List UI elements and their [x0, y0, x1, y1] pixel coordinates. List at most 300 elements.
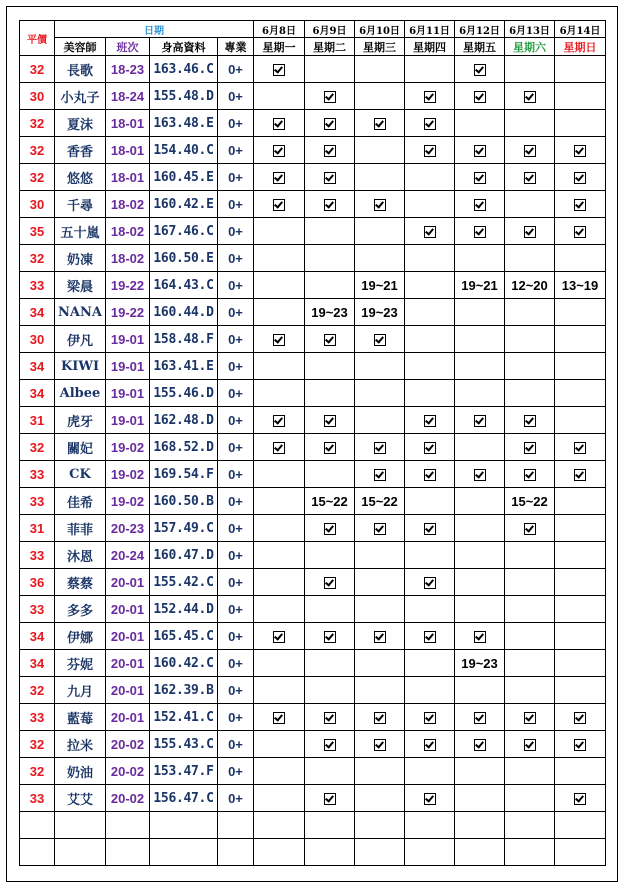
day-cell: [405, 515, 455, 542]
checkbox-checked-icon: [424, 415, 436, 427]
day-cell: [455, 542, 505, 569]
day-cell: [505, 164, 555, 191]
day-cell: [505, 650, 555, 677]
day-cell: [555, 137, 606, 164]
day-cell: [254, 272, 305, 299]
day-cell: [555, 326, 606, 353]
day-cell: [355, 137, 405, 164]
day-cell: [555, 731, 606, 758]
score-cell: 33: [20, 461, 55, 488]
day-cell: [555, 299, 606, 326]
height-data-cell: 169.54.F: [150, 461, 218, 488]
day-cell: [305, 650, 355, 677]
day-cell: [305, 272, 355, 299]
day-cell: [555, 164, 606, 191]
date-header: 6月8日: [254, 21, 305, 38]
pro-cell: 0+: [218, 191, 254, 218]
day-cell: [305, 596, 355, 623]
score-cell: 33: [20, 488, 55, 515]
pro-cell: 0+: [218, 704, 254, 731]
stylist-name-cell: 梁晨: [55, 272, 106, 299]
day-cell: [254, 110, 305, 137]
checkbox-checked-icon: [574, 172, 586, 184]
day-cell: [254, 299, 305, 326]
checkbox-checked-icon: [324, 334, 336, 346]
empty-cell: [305, 839, 355, 866]
day-cell: [405, 542, 455, 569]
empty-cell: [55, 839, 106, 866]
checkbox-checked-icon: [524, 91, 536, 103]
shift-header: 班次: [106, 38, 150, 56]
day-cell: [455, 164, 505, 191]
day-cell: [555, 596, 606, 623]
empty-cell: [555, 812, 606, 839]
day-cell: [405, 272, 455, 299]
day-cell: [455, 488, 505, 515]
checkbox-checked-icon: [374, 334, 386, 346]
checkbox-checked-icon: [574, 442, 586, 454]
stylist-name-cell: 蔡蔡: [55, 569, 106, 596]
day-cell: [455, 56, 505, 83]
shift-cell: 18-23: [106, 56, 150, 83]
day-cell: [254, 245, 305, 272]
checkbox-checked-icon: [524, 415, 536, 427]
day-cell: [555, 650, 606, 677]
day-cell: [505, 677, 555, 704]
pro-cell: 0+: [218, 515, 254, 542]
pro-cell: 0+: [218, 272, 254, 299]
day-cell: [355, 461, 405, 488]
checkbox-checked-icon: [324, 91, 336, 103]
shift-cell: 19-22: [106, 272, 150, 299]
day-cell: [254, 56, 305, 83]
checkbox-checked-icon: [374, 523, 386, 535]
pro-cell: 0+: [218, 542, 254, 569]
empty-cell: [455, 839, 505, 866]
day-cell: [254, 650, 305, 677]
day-cell: [355, 569, 405, 596]
day-cell: [455, 785, 505, 812]
checkbox-checked-icon: [324, 577, 336, 589]
day-cell: 19~21: [355, 272, 405, 299]
day-cell: [355, 191, 405, 218]
day-cell: [455, 434, 505, 461]
stylist-name-cell: 夏沫: [55, 110, 106, 137]
checkbox-checked-icon: [424, 631, 436, 643]
checkbox-checked-icon: [474, 739, 486, 751]
day-cell: [555, 110, 606, 137]
empty-cell: [405, 839, 455, 866]
shift-cell: 19-01: [106, 326, 150, 353]
day-cell: [254, 515, 305, 542]
pro-cell: 0+: [218, 569, 254, 596]
day-cell: [254, 137, 305, 164]
day-cell: [505, 56, 555, 83]
day-cell: [355, 758, 405, 785]
height-data-cell: 160.44.D: [150, 299, 218, 326]
score-cell: 32: [20, 758, 55, 785]
date-header: 6月14日: [555, 21, 606, 38]
shift-cell: 20-01: [106, 623, 150, 650]
score-cell: 34: [20, 299, 55, 326]
height-data-cell: 163.46.C: [150, 56, 218, 83]
day-cell: [254, 326, 305, 353]
day-cell: [505, 380, 555, 407]
height-data-cell: 156.47.C: [150, 785, 218, 812]
day-cell: [405, 353, 455, 380]
day-cell: [505, 596, 555, 623]
day-cell: [455, 380, 505, 407]
score-cell: 34: [20, 623, 55, 650]
day-cell: [254, 569, 305, 596]
checkbox-checked-icon: [524, 172, 536, 184]
day-cell: [254, 83, 305, 110]
checkbox-checked-icon: [424, 469, 436, 481]
stylist-name-cell: 艾艾: [55, 785, 106, 812]
day-cell: [455, 623, 505, 650]
checkbox-checked-icon: [574, 739, 586, 751]
height-data-cell: 160.45.E: [150, 164, 218, 191]
day-cell: [305, 407, 355, 434]
day-cell: [455, 299, 505, 326]
score-cell: 32: [20, 245, 55, 272]
checkbox-checked-icon: [273, 631, 285, 643]
day-cell: [555, 704, 606, 731]
shift-cell: 18-02: [106, 245, 150, 272]
day-cell: [305, 353, 355, 380]
pro-cell: 0+: [218, 299, 254, 326]
shift-cell: 20-01: [106, 569, 150, 596]
checkbox-checked-icon: [424, 145, 436, 157]
empty-cell: [55, 812, 106, 839]
checkbox-checked-icon: [524, 523, 536, 535]
day-cell: [455, 191, 505, 218]
shift-cell: 20-01: [106, 650, 150, 677]
height-data-cell: 163.41.E: [150, 353, 218, 380]
day-cell: [355, 731, 405, 758]
day-cell: [254, 677, 305, 704]
day-cell: [405, 137, 455, 164]
day-cell: [405, 83, 455, 110]
weekday-header: 星期五: [455, 38, 505, 56]
day-cell: [505, 704, 555, 731]
checkbox-checked-icon: [273, 118, 285, 130]
table-row: [20, 758, 606, 785]
day-cell: [455, 83, 505, 110]
pro-cell: 0+: [218, 326, 254, 353]
score-cell: 32: [20, 677, 55, 704]
day-cell: [305, 83, 355, 110]
weekday-header: 星期二: [305, 38, 355, 56]
day-cell: [405, 407, 455, 434]
checkbox-checked-icon: [424, 91, 436, 103]
day-cell: [305, 515, 355, 542]
pro-cell: 0+: [218, 218, 254, 245]
checkbox-checked-icon: [324, 739, 336, 751]
stylist-name-cell: 小丸子: [55, 83, 106, 110]
score-cell: 32: [20, 731, 55, 758]
day-cell: [254, 461, 305, 488]
shift-cell: 19-02: [106, 488, 150, 515]
pro-cell: 0+: [218, 83, 254, 110]
empty-cell: [505, 812, 555, 839]
day-cell: [405, 56, 455, 83]
score-cell: 34: [20, 650, 55, 677]
stylist-name-cell: 虎牙: [55, 407, 106, 434]
score-cell: 35: [20, 218, 55, 245]
day-cell: [505, 515, 555, 542]
checkbox-checked-icon: [374, 739, 386, 751]
day-cell: [455, 245, 505, 272]
weekday-header: 星期三: [355, 38, 405, 56]
shift-cell: 19-01: [106, 407, 150, 434]
day-cell: [555, 515, 606, 542]
table-row: [20, 380, 606, 407]
score-cell: 33: [20, 785, 55, 812]
empty-cell: [355, 812, 405, 839]
score-cell: 32: [20, 164, 55, 191]
day-cell: [305, 191, 355, 218]
weekday-header: 星期四: [405, 38, 455, 56]
checkbox-checked-icon: [374, 442, 386, 454]
table-row: [20, 515, 606, 542]
score-cell: 33: [20, 596, 55, 623]
score-cell: 32: [20, 56, 55, 83]
stylist-name-cell: 伊娜: [55, 623, 106, 650]
checkbox-checked-icon: [524, 712, 536, 724]
day-cell: [305, 704, 355, 731]
checkbox-checked-icon: [574, 793, 586, 805]
day-cell: [305, 569, 355, 596]
checkbox-checked-icon: [524, 226, 536, 238]
shift-cell: 20-24: [106, 542, 150, 569]
day-cell: [355, 650, 405, 677]
day-cell: 15~22: [355, 488, 405, 515]
day-cell: [555, 353, 606, 380]
stylist-name-cell: 多多: [55, 596, 106, 623]
day-cell: [505, 110, 555, 137]
stylist-name-cell: 九月: [55, 677, 106, 704]
checkbox-checked-icon: [273, 199, 285, 211]
checkbox-checked-icon: [424, 712, 436, 724]
score-cell: 36: [20, 569, 55, 596]
date-header: 6月9日: [305, 21, 355, 38]
pro-cell: 0+: [218, 245, 254, 272]
checkbox-checked-icon: [474, 469, 486, 481]
empty-cell: [150, 839, 218, 866]
height-data-cell: 168.52.D: [150, 434, 218, 461]
empty-cell: [555, 839, 606, 866]
score-header: 平價: [20, 21, 55, 56]
empty-cell: [355, 839, 405, 866]
pro-cell: 0+: [218, 731, 254, 758]
day-cell: 19~21: [455, 272, 505, 299]
height-data-cell: 160.47.D: [150, 542, 218, 569]
pro-header: 專業: [218, 38, 254, 56]
score-cell: 33: [20, 272, 55, 299]
shift-cell: 18-02: [106, 218, 150, 245]
day-cell: [455, 461, 505, 488]
checkbox-checked-icon: [474, 64, 486, 76]
checkbox-checked-icon: [324, 415, 336, 427]
height-data-cell: 155.42.C: [150, 569, 218, 596]
day-cell: [405, 704, 455, 731]
empty-cell: [218, 812, 254, 839]
stylist-name-cell: 芬妮: [55, 650, 106, 677]
stylist-name-cell: 香香: [55, 137, 106, 164]
checkbox-checked-icon: [273, 145, 285, 157]
table-row: [20, 272, 606, 299]
day-cell: [555, 191, 606, 218]
checkbox-checked-icon: [273, 415, 285, 427]
day-cell: [355, 110, 405, 137]
day-cell: [254, 380, 305, 407]
day-cell: [505, 299, 555, 326]
table-row: [20, 569, 606, 596]
day-cell: [355, 245, 405, 272]
table-row: [20, 353, 606, 380]
day-cell: [355, 677, 405, 704]
day-cell: [555, 623, 606, 650]
day-cell: [254, 542, 305, 569]
height-data-cell: 160.50.E: [150, 245, 218, 272]
height-data-cell: 157.49.C: [150, 515, 218, 542]
checkbox-checked-icon: [374, 199, 386, 211]
shift-cell: 20-02: [106, 785, 150, 812]
score-cell: 31: [20, 515, 55, 542]
height-data-cell: 167.46.C: [150, 218, 218, 245]
day-cell: [555, 569, 606, 596]
checkbox-checked-icon: [574, 199, 586, 211]
day-cell: [355, 704, 405, 731]
day-cell: [505, 461, 555, 488]
day-cell: [555, 245, 606, 272]
checkbox-checked-icon: [474, 631, 486, 643]
score-cell: 34: [20, 380, 55, 407]
day-cell: [405, 569, 455, 596]
schedule-table: [19, 20, 606, 866]
table-row: [20, 434, 606, 461]
stylist-header: 美容師: [55, 38, 106, 56]
checkbox-checked-icon: [374, 712, 386, 724]
empty-cell: [218, 839, 254, 866]
day-cell: [305, 164, 355, 191]
day-cell: [405, 461, 455, 488]
day-cell: [555, 434, 606, 461]
day-cell: [505, 758, 555, 785]
day-cell: [505, 245, 555, 272]
day-cell: [305, 326, 355, 353]
height-data-cell: 160.50.B: [150, 488, 218, 515]
day-cell: [555, 785, 606, 812]
empty-row: [20, 839, 606, 866]
day-cell: [555, 407, 606, 434]
shift-cell: 18-24: [106, 83, 150, 110]
day-cell: [305, 542, 355, 569]
table-row: [20, 623, 606, 650]
day-cell: [405, 110, 455, 137]
day-cell: [555, 461, 606, 488]
day-cell: [355, 218, 405, 245]
stylist-name-cell: 奶凍: [55, 245, 106, 272]
score-cell: 32: [20, 110, 55, 137]
height-data-cell: 164.43.C: [150, 272, 218, 299]
height-data-cell: 153.47.F: [150, 758, 218, 785]
stylist-name-cell: 拉米: [55, 731, 106, 758]
table-row: [20, 542, 606, 569]
pro-cell: 0+: [218, 623, 254, 650]
checkbox-checked-icon: [474, 226, 486, 238]
day-cell: [355, 164, 405, 191]
pro-cell: 0+: [218, 353, 254, 380]
height-data-cell: 162.48.D: [150, 407, 218, 434]
score-cell: 30: [20, 83, 55, 110]
stylist-name-cell: 佳希: [55, 488, 106, 515]
day-cell: [254, 704, 305, 731]
day-cell: [505, 569, 555, 596]
stylist-name-cell: 五十嵐: [55, 218, 106, 245]
empty-cell: [20, 812, 55, 839]
checkbox-checked-icon: [524, 469, 536, 481]
height-data-cell: 163.48.E: [150, 110, 218, 137]
stylist-name-cell: 悠悠: [55, 164, 106, 191]
table-row: [20, 785, 606, 812]
day-cell: [455, 326, 505, 353]
checkbox-checked-icon: [374, 118, 386, 130]
height-data-cell: 152.44.D: [150, 596, 218, 623]
day-cell: [505, 218, 555, 245]
day-cell: 15~22: [505, 488, 555, 515]
day-cell: [355, 623, 405, 650]
table-row: [20, 650, 606, 677]
shift-cell: 19-01: [106, 353, 150, 380]
day-cell: [254, 164, 305, 191]
pro-cell: 0+: [218, 650, 254, 677]
table-row: [20, 137, 606, 164]
day-cell: [355, 380, 405, 407]
day-cell: [305, 731, 355, 758]
height-data-cell: 155.43.C: [150, 731, 218, 758]
table-row: [20, 245, 606, 272]
day-cell: [505, 191, 555, 218]
day-cell: [355, 785, 405, 812]
day-cell: [355, 434, 405, 461]
day-cell: [555, 218, 606, 245]
day-cell: [254, 758, 305, 785]
stylist-name-cell: 關妃: [55, 434, 106, 461]
day-cell: [305, 758, 355, 785]
day-cell: [455, 407, 505, 434]
date-header: 6月10日: [355, 21, 405, 38]
day-cell: [405, 299, 455, 326]
day-cell: [405, 218, 455, 245]
score-cell: 30: [20, 191, 55, 218]
day-cell: [405, 245, 455, 272]
score-cell: 32: [20, 434, 55, 461]
shift-cell: 20-02: [106, 731, 150, 758]
day-cell: [505, 83, 555, 110]
day-cell: [555, 380, 606, 407]
day-cell: [455, 677, 505, 704]
date-header: 6月11日: [405, 21, 455, 38]
day-cell: 12~20: [505, 272, 555, 299]
day-cell: 15~22: [305, 488, 355, 515]
empty-cell: [305, 812, 355, 839]
pro-cell: 0+: [218, 380, 254, 407]
score-cell: 30: [20, 326, 55, 353]
stylist-name-cell: 菲菲: [55, 515, 106, 542]
shift-cell: 20-02: [106, 758, 150, 785]
